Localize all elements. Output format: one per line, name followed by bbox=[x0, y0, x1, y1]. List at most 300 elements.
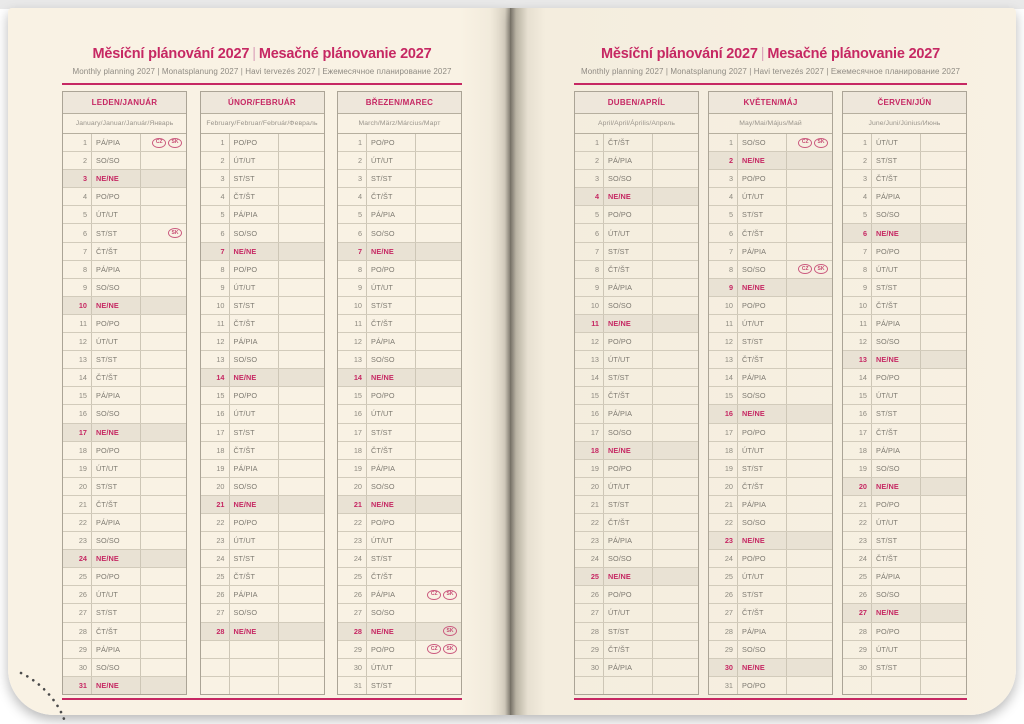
day-number-cell: 22 bbox=[575, 514, 604, 531]
weekday-cell: ÚT/UT bbox=[738, 442, 787, 459]
weekday-cell: ČT/ŠT bbox=[738, 604, 787, 621]
day-row bbox=[201, 532, 324, 550]
day-number-cell: 14 bbox=[843, 369, 872, 386]
day-number-cell: 9 bbox=[843, 279, 872, 296]
day-row bbox=[709, 604, 832, 622]
sk-holiday-badge: SK bbox=[814, 138, 828, 148]
header-rule bbox=[62, 83, 462, 85]
notes-cell bbox=[787, 243, 832, 260]
notes-cell bbox=[787, 279, 832, 296]
weekday-cell: PO/PO bbox=[738, 550, 787, 567]
weekday-cell: ČT/ŠT bbox=[367, 568, 416, 585]
day-row bbox=[843, 369, 966, 387]
day-number-cell: 9 bbox=[63, 279, 92, 296]
notes-cell bbox=[787, 623, 832, 640]
day-row bbox=[843, 134, 966, 152]
day-row bbox=[201, 568, 324, 586]
weekday-cell: ST/ST bbox=[367, 424, 416, 441]
weekday-cell: PÁ/PIA bbox=[230, 460, 279, 477]
weekday-cell: NE/NE bbox=[738, 279, 787, 296]
notes-cell bbox=[279, 170, 324, 187]
day-row bbox=[575, 351, 698, 369]
notes-cell bbox=[787, 550, 832, 567]
footer-rule bbox=[62, 698, 462, 700]
notes-cell bbox=[653, 152, 698, 169]
notes-cell bbox=[921, 134, 966, 151]
notes-cell bbox=[921, 243, 966, 260]
day-number-cell: 6 bbox=[843, 224, 872, 241]
weekday-cell: ÚT/UT bbox=[738, 188, 787, 205]
day-row bbox=[843, 623, 966, 641]
notes-cell bbox=[787, 134, 832, 151]
day-number-cell: 10 bbox=[201, 297, 230, 314]
notes-cell bbox=[787, 532, 832, 549]
notes-cell bbox=[787, 405, 832, 422]
day-row bbox=[338, 478, 461, 496]
notes-cell bbox=[921, 532, 966, 549]
day-row bbox=[575, 604, 698, 622]
notes-cell bbox=[787, 387, 832, 404]
notes-cell bbox=[279, 243, 324, 260]
day-number-cell: 27 bbox=[843, 604, 872, 621]
weekday-cell: SO/SO bbox=[230, 351, 279, 368]
day-row bbox=[63, 333, 186, 351]
day-number-cell: 3 bbox=[575, 170, 604, 187]
weekday-cell: SO/SO bbox=[367, 478, 416, 495]
day-row bbox=[338, 514, 461, 532]
day-number-cell: 13 bbox=[63, 351, 92, 368]
weekday-cell: PO/PO bbox=[230, 261, 279, 278]
weekday-cell: NE/NE bbox=[367, 369, 416, 386]
day-row bbox=[843, 460, 966, 478]
day-number-cell: 22 bbox=[201, 514, 230, 531]
notes-cell bbox=[416, 424, 461, 441]
notes-cell bbox=[416, 134, 461, 151]
notes-cell bbox=[141, 460, 186, 477]
weekday-cell: NE/NE bbox=[92, 424, 141, 441]
weekday-cell: SO/SO bbox=[738, 387, 787, 404]
day-number-cell: 23 bbox=[843, 532, 872, 549]
weekday-cell: PO/PO bbox=[367, 641, 416, 658]
day-row bbox=[709, 279, 832, 297]
day-number-cell: 7 bbox=[709, 243, 738, 260]
day-number-cell: 16 bbox=[201, 405, 230, 422]
day-row bbox=[63, 152, 186, 170]
day-row bbox=[63, 424, 186, 442]
day-number-cell: 28 bbox=[575, 623, 604, 640]
weekday-cell: ÚT/UT bbox=[872, 514, 921, 531]
day-number-cell: 15 bbox=[338, 387, 367, 404]
weekday-cell: ST/ST bbox=[230, 170, 279, 187]
notes-cell bbox=[141, 261, 186, 278]
day-row bbox=[201, 586, 324, 604]
day-row bbox=[709, 261, 832, 279]
notes-cell bbox=[279, 496, 324, 513]
notes-cell bbox=[141, 315, 186, 332]
day-number-cell: 6 bbox=[338, 224, 367, 241]
sk-holiday-badge: SK bbox=[443, 644, 457, 654]
notes-cell bbox=[416, 369, 461, 386]
notes-cell bbox=[279, 333, 324, 350]
day-row bbox=[63, 496, 186, 514]
day-number-cell: 19 bbox=[709, 460, 738, 477]
day-number-cell: 20 bbox=[201, 478, 230, 495]
day-number-cell: 24 bbox=[201, 550, 230, 567]
day-row bbox=[338, 261, 461, 279]
weekday-cell: SO/SO bbox=[92, 405, 141, 422]
page-subtitle: Monthly planning 2027 | Monatsplanung 2027 | Havi tervezés 2027 | Ежемесячное планирование 2027 bbox=[72, 67, 452, 76]
notes-cell bbox=[787, 514, 832, 531]
notes-cell bbox=[416, 188, 461, 205]
weekday-cell: ÚT/UT bbox=[92, 586, 141, 603]
notes-cell bbox=[279, 424, 324, 441]
day-row bbox=[338, 315, 461, 333]
notes-cell bbox=[653, 134, 698, 151]
weekday-cell: ST/ST bbox=[872, 279, 921, 296]
notes-cell bbox=[141, 206, 186, 223]
day-number-cell: 9 bbox=[575, 279, 604, 296]
day-row bbox=[709, 623, 832, 641]
day-row bbox=[843, 243, 966, 261]
day-row bbox=[63, 134, 186, 152]
day-row bbox=[843, 514, 966, 532]
weekday-cell: ČT/ŠT bbox=[230, 315, 279, 332]
notes-cell bbox=[141, 586, 186, 603]
day-number-cell: 7 bbox=[63, 243, 92, 260]
day-number-cell: 1 bbox=[338, 134, 367, 151]
day-number-cell: 23 bbox=[63, 532, 92, 549]
day-number-cell: 29 bbox=[709, 641, 738, 658]
weekday-cell: PO/PO bbox=[367, 261, 416, 278]
day-row bbox=[575, 261, 698, 279]
day-number-cell: 10 bbox=[63, 297, 92, 314]
notes-cell bbox=[653, 568, 698, 585]
month-name: ÚNOR/FEBRUÁR bbox=[201, 92, 324, 114]
day-number-cell: 10 bbox=[338, 297, 367, 314]
month-table bbox=[708, 91, 833, 695]
day-number-cell: 14 bbox=[709, 369, 738, 386]
weekday-cell bbox=[230, 677, 279, 694]
month-subtitle: February/Februar/Február/Февраль bbox=[201, 114, 324, 134]
title-slovak: Mesačné plánovanie 2027 bbox=[767, 46, 941, 62]
notes-cell bbox=[653, 224, 698, 241]
weekday-cell: PO/PO bbox=[872, 623, 921, 640]
day-number-cell: 6 bbox=[201, 224, 230, 241]
day-row bbox=[709, 369, 832, 387]
weekday-cell: PO/PO bbox=[872, 243, 921, 260]
day-number-cell: 26 bbox=[338, 586, 367, 603]
notes-cell bbox=[416, 496, 461, 513]
day-number-cell: 30 bbox=[709, 659, 738, 676]
day-number-cell: 21 bbox=[201, 496, 230, 513]
notes-cell bbox=[787, 170, 832, 187]
empty-row bbox=[201, 677, 324, 694]
notes-cell bbox=[653, 315, 698, 332]
notes-cell bbox=[141, 243, 186, 260]
day-number-cell: 18 bbox=[843, 442, 872, 459]
day-row bbox=[709, 188, 832, 206]
notes-cell bbox=[921, 496, 966, 513]
day-row bbox=[709, 514, 832, 532]
day-row bbox=[63, 659, 186, 677]
notes-cell bbox=[279, 152, 324, 169]
day-row bbox=[709, 134, 832, 152]
day-row bbox=[843, 568, 966, 586]
day-number-cell: 11 bbox=[201, 315, 230, 332]
notes-cell bbox=[653, 206, 698, 223]
weekday-cell: ST/ST bbox=[367, 170, 416, 187]
notes-cell bbox=[653, 243, 698, 260]
weekday-cell: ÚT/UT bbox=[230, 152, 279, 169]
day-row bbox=[843, 188, 966, 206]
weekday-cell: NE/NE bbox=[738, 659, 787, 676]
notes-cell bbox=[141, 279, 186, 296]
day-number-cell: 7 bbox=[575, 243, 604, 260]
day-number-cell: 26 bbox=[709, 586, 738, 603]
notes-cell bbox=[279, 405, 324, 422]
weekday-cell: ÚT/UT bbox=[367, 279, 416, 296]
notes-cell bbox=[921, 297, 966, 314]
weekday-cell: ÚT/UT bbox=[604, 351, 653, 368]
notes-cell bbox=[279, 315, 324, 332]
right-page-content bbox=[510, 8, 1016, 715]
notes-cell bbox=[416, 405, 461, 422]
weekday-cell: ST/ST bbox=[230, 297, 279, 314]
day-row bbox=[63, 478, 186, 496]
notes-cell bbox=[416, 243, 461, 260]
weekday-cell: ÚT/UT bbox=[872, 261, 921, 278]
day-row bbox=[843, 442, 966, 460]
weekday-cell: ÚT/UT bbox=[92, 206, 141, 223]
notes-cell bbox=[416, 604, 461, 621]
day-row bbox=[709, 460, 832, 478]
day-number-cell: 5 bbox=[843, 206, 872, 223]
day-row bbox=[843, 279, 966, 297]
month-subtitle: May/Mai/Május/Май bbox=[709, 114, 832, 134]
notes-cell bbox=[653, 514, 698, 531]
weekday-cell: ÚT/UT bbox=[230, 532, 279, 549]
day-number-cell: 25 bbox=[709, 568, 738, 585]
day-number-cell: 19 bbox=[201, 460, 230, 477]
day-number-cell: 1 bbox=[63, 134, 92, 151]
weekday-cell: PÁ/PIA bbox=[738, 623, 787, 640]
day-row bbox=[201, 188, 324, 206]
notes-cell bbox=[653, 659, 698, 676]
weekday-cell: NE/NE bbox=[738, 405, 787, 422]
day-row bbox=[63, 170, 186, 188]
notes-cell bbox=[921, 387, 966, 404]
weekday-cell: NE/NE bbox=[230, 623, 279, 640]
day-number-cell bbox=[575, 677, 604, 694]
day-number-cell: 28 bbox=[843, 623, 872, 640]
cz-holiday-badge: CZ bbox=[798, 264, 812, 274]
day-row bbox=[709, 170, 832, 188]
notes-cell bbox=[279, 514, 324, 531]
weekday-cell: PO/PO bbox=[738, 677, 787, 694]
weekday-cell: NE/NE bbox=[367, 623, 416, 640]
day-row bbox=[843, 496, 966, 514]
day-number-cell: 3 bbox=[843, 170, 872, 187]
day-number-cell: 31 bbox=[709, 677, 738, 694]
weekday-cell: SO/SO bbox=[367, 604, 416, 621]
notes-cell bbox=[921, 424, 966, 441]
day-number-cell: 13 bbox=[201, 351, 230, 368]
notes-cell bbox=[141, 550, 186, 567]
day-row bbox=[338, 496, 461, 514]
day-row bbox=[201, 478, 324, 496]
notes-cell bbox=[653, 496, 698, 513]
day-row bbox=[201, 243, 324, 261]
day-number-cell: 22 bbox=[63, 514, 92, 531]
header-rule bbox=[574, 83, 967, 85]
day-row bbox=[575, 568, 698, 586]
weekday-cell bbox=[230, 641, 279, 658]
day-row bbox=[575, 460, 698, 478]
weekday-cell: PÁ/PIA bbox=[367, 460, 416, 477]
day-row bbox=[709, 424, 832, 442]
day-row bbox=[338, 677, 461, 694]
weekday-cell: ČT/ŠT bbox=[872, 170, 921, 187]
notes-cell bbox=[279, 224, 324, 241]
notes-cell bbox=[416, 460, 461, 477]
day-row bbox=[338, 641, 461, 659]
day-number-cell: 20 bbox=[575, 478, 604, 495]
month-table bbox=[200, 91, 325, 695]
weekday-cell: SO/SO bbox=[738, 641, 787, 658]
day-row bbox=[575, 442, 698, 460]
day-number-cell: 17 bbox=[338, 424, 367, 441]
weekday-cell: ČT/ŠT bbox=[872, 550, 921, 567]
day-row bbox=[338, 170, 461, 188]
day-row bbox=[843, 152, 966, 170]
weekday-cell: ÚT/UT bbox=[872, 387, 921, 404]
day-row bbox=[201, 604, 324, 622]
notes-cell bbox=[921, 442, 966, 459]
day-row bbox=[338, 387, 461, 405]
day-number-cell: 2 bbox=[709, 152, 738, 169]
notes-cell bbox=[921, 460, 966, 477]
day-row bbox=[63, 586, 186, 604]
notes-cell bbox=[653, 442, 698, 459]
notes-cell bbox=[279, 659, 324, 676]
day-number-cell: 6 bbox=[63, 224, 92, 241]
day-row bbox=[338, 333, 461, 351]
notes-cell bbox=[416, 387, 461, 404]
weekday-cell: ST/ST bbox=[92, 351, 141, 368]
day-row bbox=[338, 405, 461, 423]
weekday-cell: ČT/ŠT bbox=[604, 641, 653, 658]
day-row bbox=[63, 351, 186, 369]
day-number-cell: 21 bbox=[338, 496, 367, 513]
day-row bbox=[575, 641, 698, 659]
day-row bbox=[63, 442, 186, 460]
weekday-cell: NE/NE bbox=[230, 369, 279, 386]
day-row bbox=[575, 532, 698, 550]
notes-cell bbox=[921, 206, 966, 223]
day-number-cell: 30 bbox=[843, 659, 872, 676]
months-grid-left bbox=[62, 91, 462, 695]
day-number-cell: 4 bbox=[338, 188, 367, 205]
day-row bbox=[338, 550, 461, 568]
day-number-cell: 12 bbox=[338, 333, 367, 350]
day-number-cell: 3 bbox=[338, 170, 367, 187]
day-row bbox=[201, 170, 324, 188]
day-number-cell: 15 bbox=[843, 387, 872, 404]
weekday-cell: ČT/ŠT bbox=[92, 369, 141, 386]
day-row bbox=[338, 134, 461, 152]
cz-holiday-badge: CZ bbox=[798, 138, 812, 148]
notes-cell bbox=[416, 478, 461, 495]
day-row bbox=[575, 134, 698, 152]
day-number-cell: 9 bbox=[338, 279, 367, 296]
notes-cell bbox=[279, 550, 324, 567]
day-number-cell: 30 bbox=[63, 659, 92, 676]
notes-cell bbox=[787, 568, 832, 585]
notes-cell bbox=[787, 188, 832, 205]
day-row bbox=[575, 424, 698, 442]
weekday-cell: ST/ST bbox=[872, 405, 921, 422]
day-row bbox=[575, 478, 698, 496]
day-row bbox=[201, 279, 324, 297]
notes-cell bbox=[653, 188, 698, 205]
title-divider: | bbox=[760, 46, 765, 62]
day-row bbox=[201, 424, 324, 442]
notes-cell bbox=[141, 568, 186, 585]
month-table bbox=[574, 91, 699, 695]
weekday-cell: ST/ST bbox=[604, 369, 653, 386]
notes-cell bbox=[921, 478, 966, 495]
empty-row bbox=[201, 659, 324, 677]
month-table bbox=[62, 91, 187, 695]
weekday-cell: ČT/ŠT bbox=[738, 224, 787, 241]
cz-holiday-badge: CZ bbox=[427, 590, 441, 600]
weekday-cell: SO/SO bbox=[230, 224, 279, 241]
title-czech: Měsíční plánování 2027 bbox=[92, 46, 250, 62]
notes-cell bbox=[653, 623, 698, 640]
weekday-cell: NE/NE bbox=[738, 152, 787, 169]
day-row bbox=[338, 206, 461, 224]
weekday-cell: ST/ST bbox=[738, 206, 787, 223]
weekday-cell: ČT/ŠT bbox=[230, 568, 279, 585]
page-title bbox=[62, 46, 462, 62]
notes-cell bbox=[921, 188, 966, 205]
notes-cell bbox=[141, 442, 186, 459]
weekday-cell: ST/ST bbox=[367, 297, 416, 314]
notes-cell bbox=[653, 586, 698, 603]
notes-cell bbox=[141, 478, 186, 495]
day-row bbox=[63, 568, 186, 586]
notes-cell bbox=[416, 623, 461, 640]
day-number-cell: 28 bbox=[201, 623, 230, 640]
day-row bbox=[338, 351, 461, 369]
day-row bbox=[843, 532, 966, 550]
day-number-cell: 6 bbox=[575, 224, 604, 241]
notes-cell bbox=[653, 261, 698, 278]
notes-cell bbox=[921, 405, 966, 422]
day-number-cell: 11 bbox=[843, 315, 872, 332]
notes-cell bbox=[279, 532, 324, 549]
day-row bbox=[338, 460, 461, 478]
day-row bbox=[709, 496, 832, 514]
notes-cell bbox=[921, 568, 966, 585]
notes-cell bbox=[921, 369, 966, 386]
day-row bbox=[843, 224, 966, 242]
notes-cell bbox=[921, 586, 966, 603]
day-number-cell: 18 bbox=[575, 442, 604, 459]
notes-cell bbox=[653, 478, 698, 495]
footer-rule bbox=[574, 698, 967, 700]
weekday-cell: ČT/ŠT bbox=[604, 261, 653, 278]
